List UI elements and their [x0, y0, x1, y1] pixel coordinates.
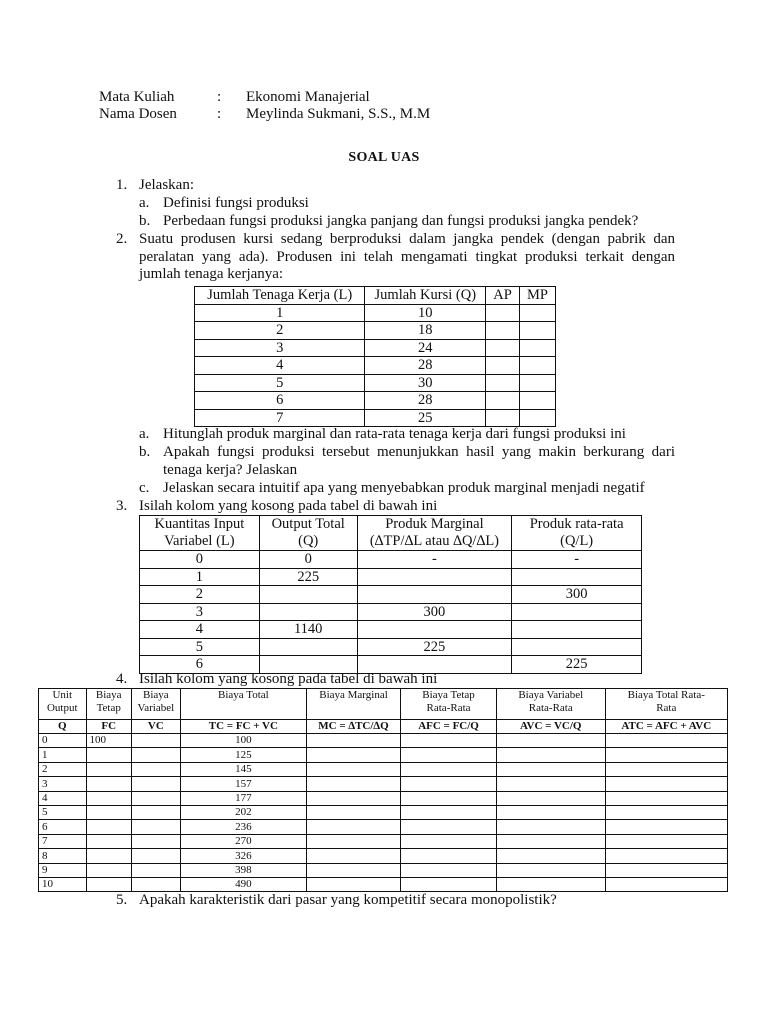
table-row: [195, 374, 556, 392]
table-cell: [401, 805, 497, 819]
q3-number: 3.: [116, 498, 128, 514]
table-cell: [131, 834, 180, 848]
marginal-product-table: [139, 515, 642, 674]
table-cell: 8: [39, 849, 87, 863]
table-header: Biaya Total: [180, 689, 306, 720]
lecturer-separator: :: [217, 106, 222, 122]
table-cell: [401, 877, 497, 891]
table-row: [39, 734, 728, 748]
table-cell: 490: [180, 877, 306, 891]
table-cell: [496, 748, 605, 762]
table-cell: [86, 777, 131, 791]
table-cell: [306, 849, 400, 863]
table-cell: [131, 849, 180, 863]
table-cell: [496, 734, 605, 748]
table-cell: [357, 586, 512, 604]
table-cell: 28: [365, 392, 486, 410]
table-cell: 145: [180, 762, 306, 776]
table-cell: [401, 777, 497, 791]
table-symbol: VC: [131, 720, 180, 734]
table-cell: 225: [512, 656, 642, 674]
table-cell: 6: [140, 656, 260, 674]
table-row: [39, 877, 728, 891]
q5-text: Apakah karakteristik dari pasar yang kompetitif secara monopolistik?: [139, 892, 557, 908]
table-row: [140, 586, 642, 604]
q5-number: 5.: [116, 892, 128, 908]
table-cell: [605, 748, 727, 762]
table-header: Biaya Variabel Rata-Rata: [496, 689, 605, 720]
table-symbol: MC = ∆TC/∆Q: [306, 720, 400, 734]
table-cell: 4: [39, 791, 87, 805]
table-header: Jumlah Tenaga Kerja (L): [195, 287, 365, 305]
table-cell: [86, 791, 131, 805]
q2c-text: Jelaskan secara intuitif apa yang menyebabkan produk marginal menjadi negatif: [163, 480, 645, 496]
table-cell: [520, 357, 556, 375]
table-header: Biaya Tetap Rata-Rata: [401, 689, 497, 720]
table-row: [39, 805, 728, 819]
table-cell: [496, 834, 605, 848]
table-symbol: ATC = AFC + AVC: [605, 720, 727, 734]
table-cell: [86, 748, 131, 762]
table-cell: 100: [180, 734, 306, 748]
q3-text: Isilah kolom yang kosong pada tabel di bawah ini: [139, 498, 438, 514]
table-cell: [520, 339, 556, 357]
table-row: [195, 409, 556, 427]
table-cell: [605, 863, 727, 877]
table-cell: 125: [180, 748, 306, 762]
table-row: [140, 638, 642, 656]
table-header: Unit Output: [39, 689, 87, 720]
table-cell: [131, 805, 180, 819]
table-cell: 398: [180, 863, 306, 877]
q1-number: 1.: [116, 177, 128, 193]
table-row: [140, 603, 642, 621]
table-row: [140, 568, 642, 586]
table-header: Produk Marginal (∆TP/∆L atau ∆Q/∆L): [357, 516, 512, 551]
table-header: Output Total (Q): [259, 516, 357, 551]
table-cell: [496, 863, 605, 877]
table-cell: [486, 409, 520, 427]
table-cell: 1: [195, 304, 365, 322]
table-cell: [306, 805, 400, 819]
table-cell: [131, 820, 180, 834]
table-cell: 5: [39, 805, 87, 819]
table-cell: [605, 820, 727, 834]
table-cell: 3: [140, 603, 260, 621]
course-label: Mata Kuliah: [99, 89, 175, 105]
table-cell: 4: [140, 621, 260, 639]
table-cell: [605, 734, 727, 748]
table-cell: 3: [195, 339, 365, 357]
table-cell: [131, 791, 180, 805]
course-value: Ekonomi Manajerial: [246, 89, 370, 105]
table-row: [39, 762, 728, 776]
table-cell: 236: [180, 820, 306, 834]
q2c-marker: c.: [139, 480, 150, 496]
table-cell: [401, 849, 497, 863]
table-cell: 0: [140, 551, 260, 569]
table-cell: 300: [357, 603, 512, 621]
table-cell: [605, 849, 727, 863]
table-row: [140, 551, 642, 569]
table-cell: 7: [39, 834, 87, 848]
table-cell: 202: [180, 805, 306, 819]
table-symbol: FC: [86, 720, 131, 734]
table-cell: [86, 762, 131, 776]
table-row: [195, 322, 556, 340]
table-cell: [86, 820, 131, 834]
table-cell: [520, 304, 556, 322]
table-cell: [486, 339, 520, 357]
table-cell: [486, 304, 520, 322]
table-cell: 10: [39, 877, 87, 891]
table-cell: [131, 777, 180, 791]
table-cell: [496, 877, 605, 891]
table-header: Produk rata-rata (Q/L): [512, 516, 642, 551]
table-header: Biaya Marginal: [306, 689, 400, 720]
table-cell: [401, 762, 497, 776]
table-cell: [86, 805, 131, 819]
table-cell: 2: [39, 762, 87, 776]
table-cell: [259, 586, 357, 604]
table-cell: 18: [365, 322, 486, 340]
table-cell: 24: [365, 339, 486, 357]
table-cell: 1: [39, 748, 87, 762]
q2a-marker: a.: [139, 426, 150, 442]
table-cell: [520, 392, 556, 410]
table-cell: [86, 834, 131, 848]
table-cell: 9: [39, 863, 87, 877]
table-row: [39, 748, 728, 762]
table-cell: 225: [357, 638, 512, 656]
table-cell: [306, 734, 400, 748]
table-cell: 0: [39, 734, 87, 748]
q4-text: Isilah kolom yang kosong pada tabel di bawah ini: [139, 671, 438, 687]
table-symbol: AFC = FC/Q: [401, 720, 497, 734]
table-cell: 2: [140, 586, 260, 604]
table-cell: [605, 777, 727, 791]
table-cell: [486, 322, 520, 340]
table-cell: 1140: [259, 621, 357, 639]
table-cell: [131, 863, 180, 877]
table-cell: 225: [259, 568, 357, 586]
table-cell: [496, 820, 605, 834]
table-row: [195, 304, 556, 322]
table-cell: [401, 863, 497, 877]
table-cell: [306, 762, 400, 776]
table-cell: [486, 357, 520, 375]
table-cell: [86, 863, 131, 877]
table-cell: 2: [195, 322, 365, 340]
table-cell: [131, 748, 180, 762]
table-cell: 7: [195, 409, 365, 427]
table-cell: [86, 877, 131, 891]
table-cell: [401, 734, 497, 748]
table-cell: [357, 568, 512, 586]
table-cell: [259, 638, 357, 656]
table-cell: [512, 568, 642, 586]
table-symbol: AVC = VC/Q: [496, 720, 605, 734]
table-cell: 6: [39, 820, 87, 834]
table-cell: [86, 849, 131, 863]
table-cell: [605, 834, 727, 848]
table-cell: [486, 374, 520, 392]
table-cell: 0: [259, 551, 357, 569]
table-row: [39, 834, 728, 848]
table-cell: [306, 834, 400, 848]
table-cell: [486, 392, 520, 410]
table-cell: [512, 621, 642, 639]
table-cell: [131, 734, 180, 748]
table-header: Biaya Total Rata- Rata: [605, 689, 727, 720]
table-cell: [306, 777, 400, 791]
q2a-text: Hitunglah produk marginal dan rata-rata tenaga kerja dari fungsi produksi ini: [163, 426, 626, 442]
page-title: SOAL UAS: [348, 150, 420, 165]
table-cell: [401, 834, 497, 848]
table-cell: 177: [180, 791, 306, 805]
table-header: Biaya Variabel: [131, 689, 180, 720]
table-row: [39, 820, 728, 834]
table-cell: [306, 748, 400, 762]
q4-number: 4.: [116, 671, 128, 687]
table-cell: [496, 791, 605, 805]
table-symbol: Q: [39, 720, 87, 734]
q1a-text: Definisi fungsi produksi: [163, 195, 309, 211]
table-row: [39, 777, 728, 791]
table-header: Biaya Tetap: [86, 689, 131, 720]
table-cell: 6: [195, 392, 365, 410]
table-cell: 5: [140, 638, 260, 656]
table-cell: [306, 863, 400, 877]
table-cell: -: [512, 551, 642, 569]
table-row: [195, 357, 556, 375]
table-header: MP: [520, 287, 556, 305]
table-cell: [259, 603, 357, 621]
table-cell: [131, 762, 180, 776]
table-cell: [401, 748, 497, 762]
table-cell: 3: [39, 777, 87, 791]
table-cell: [306, 820, 400, 834]
table-cell: [131, 877, 180, 891]
table-cell: [496, 777, 605, 791]
table-cell: [401, 820, 497, 834]
lecturer-value: Meylinda Sukmani, S.S., M.M: [246, 106, 431, 122]
q1-text: Jelaskan:: [139, 177, 194, 193]
table-cell: [520, 374, 556, 392]
table-cell: [357, 621, 512, 639]
table-row: [39, 849, 728, 863]
table-cell: -: [357, 551, 512, 569]
table-header: Kuantitas Input Variabel (L): [140, 516, 260, 551]
table-cell: [605, 762, 727, 776]
table-cell: [520, 322, 556, 340]
table-header: Jumlah Kursi (Q): [365, 287, 486, 305]
q2b-marker: b.: [139, 444, 151, 460]
table-cell: [496, 849, 605, 863]
table-cell: [306, 877, 400, 891]
q2-number: 2.: [116, 231, 128, 247]
q2-text: Suatu produsen kursi sedang berproduksi dalam jangka pendek (dengan pabrik dan peralatan yang ada). Produsen ini telah mengamati tingkat produksi terkait dengan jumlah tenaga kerjanya:: [139, 231, 675, 282]
table-cell: 30: [365, 374, 486, 392]
table-cell: 10: [365, 304, 486, 322]
table-cell: 5: [195, 374, 365, 392]
table-cell: 300: [512, 586, 642, 604]
table-row: [140, 621, 642, 639]
table-row: [195, 339, 556, 357]
table-cell: 28: [365, 357, 486, 375]
table-row: [195, 392, 556, 410]
table-row: [39, 791, 728, 805]
table-cell: [520, 409, 556, 427]
table-cell: 4: [195, 357, 365, 375]
table-cell: [512, 638, 642, 656]
table-cell: [496, 762, 605, 776]
q1b-marker: b.: [139, 213, 151, 229]
cost-table: [38, 688, 728, 892]
labor-output-table: [194, 286, 556, 427]
table-cell: [306, 791, 400, 805]
table-cell: [605, 791, 727, 805]
table-symbol: TC = FC + VC: [180, 720, 306, 734]
table-cell: [605, 805, 727, 819]
course-separator: :: [217, 89, 222, 105]
table-cell: 25: [365, 409, 486, 427]
table-cell: [401, 791, 497, 805]
table-cell: 270: [180, 834, 306, 848]
table-cell: 1: [140, 568, 260, 586]
table-row: [39, 863, 728, 877]
table-cell: 326: [180, 849, 306, 863]
table-cell: 100: [86, 734, 131, 748]
table-cell: [605, 877, 727, 891]
q2b-text: Apakah fungsi produksi tersebut menunjukkan hasil yang makin berkurang dari tenaga kerja? Jelaskan: [163, 444, 675, 478]
table-cell: 157: [180, 777, 306, 791]
table-cell: [512, 603, 642, 621]
table-cell: [496, 805, 605, 819]
lecturer-label: Nama Dosen: [99, 106, 177, 122]
table-header: AP: [486, 287, 520, 305]
q1a-marker: a.: [139, 195, 150, 211]
q1b-text: Perbedaan fungsi produksi jangka panjang dan fungsi produksi jangka pendek?: [163, 213, 639, 229]
